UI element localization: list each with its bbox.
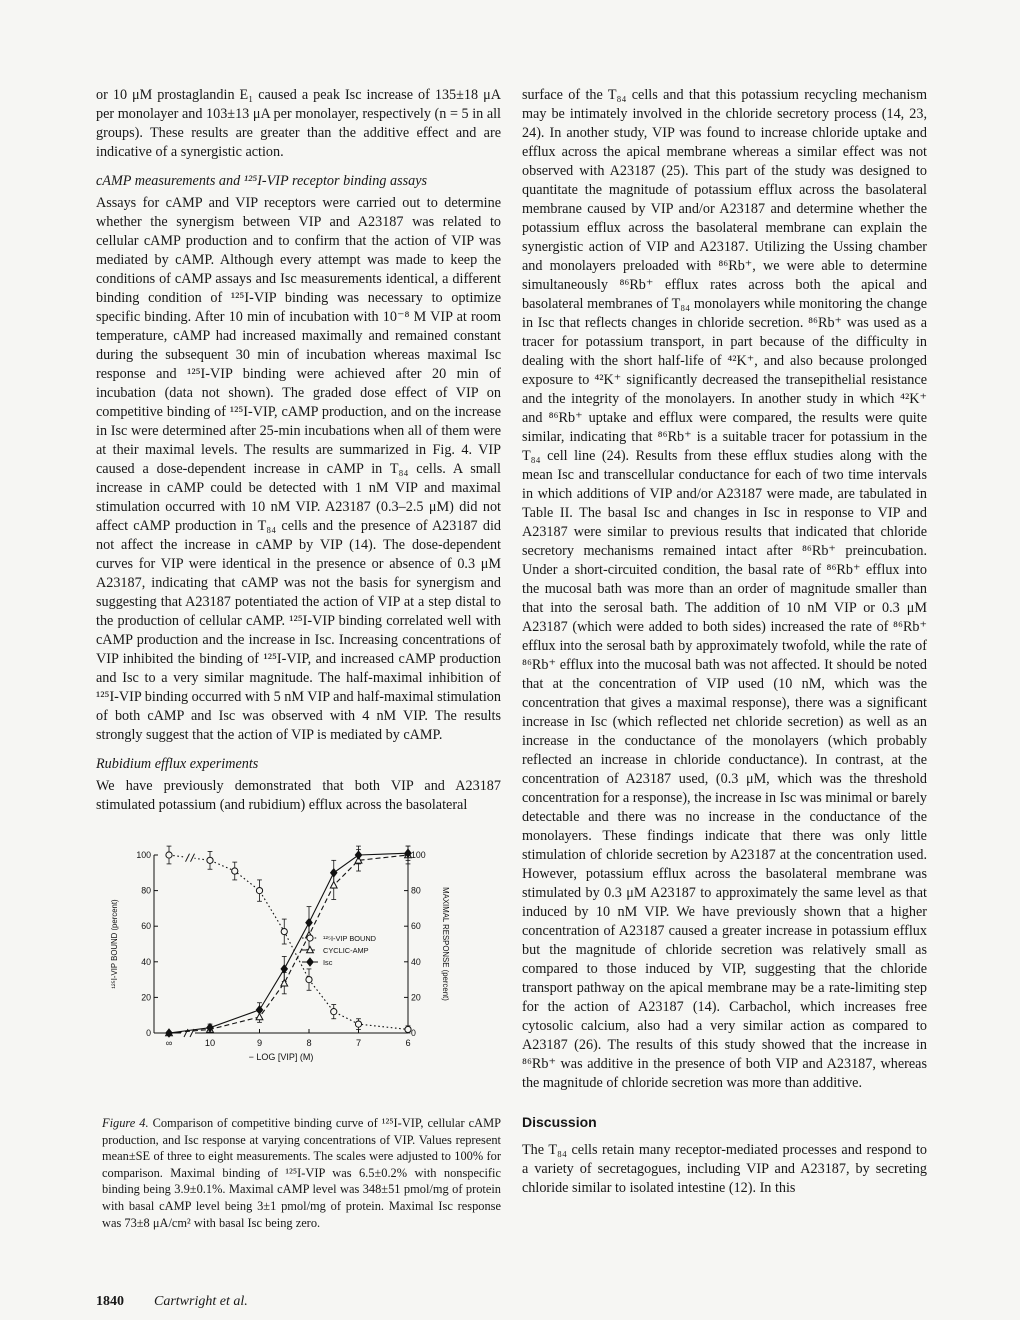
running-authors: Cartwright et al. <box>154 1294 248 1309</box>
section-heading-discussion: Discussion <box>522 1114 597 1130</box>
right-column <box>522 86 927 1231</box>
figure-4 <box>104 841 501 1231</box>
svg-text:¹²⁵I-VIP BOUND (percent): ¹²⁵I-VIP BOUND (percent) <box>110 899 119 989</box>
svg-text:20: 20 <box>141 992 151 1003</box>
svg-text:MAXIMAL RESPONSE (percent): MAXIMAL RESPONSE (percent) <box>441 887 450 1001</box>
svg-text:9: 9 <box>256 1038 263 1048</box>
svg-text:20: 20 <box>411 992 421 1003</box>
paragraph-camp-assays: Assays for cAMP and VIP receptors were carried out to determine whether the synergism between VIP and A23187 was related to cellular cAMP production and to confirm that the action of VIP was mediated by cAMP. Although every attempt was made to keep the conditions of cAMP assays and Isc measurements identical, a different binding condition of ¹²⁵I-VIP binding was necessary to optimize specific binding. After 10 min of incubation with 10⁻⁸ M VIP at room temperature, cAMP had increased maximally and remained constant during the subsequent 30 min of incubation whereas maximal Isc response and ¹²⁵I-VIP binding were achieved after 20 min of incubation (data not shown). The graded dose effect of VIP on competitive binding of ¹²⁵I-VIP, cAMP production, and on the increase in Isc were determined after 25-min incubations when all of them were at their maximal levels. The results are summarized in Fig. 4. VIP caused a dose-dependent increase in cAMP in T₈₄ cells. A small increase in cAMP could be detected with 1 nM VIP and maximal stimulation occurred with 10 nM VIP. A23187 (0.3–2.5 μM) did not affect cAMP production in T₈₄ cells and the presence of A23187 did not affect the increase in cAMP by VIP (14). The dose-dependent curves for VIP were identical in the presence or absence of 0.3 μM A23187, indicating that cAMP was not the basis for synergism and suggesting that A23187 potentiated the action of VIP at a step distal to the production of cellular cAMP. ¹²⁵I-VIP binding correlated well with cAMP production and the increase in Isc. Increasing concentrations of VIP inhibited the binding of ¹²⁵I-VIP, and increased cAMP production and Isc to a very similar magnitude. The half-maximal inhibition of ¹²⁵I-VIP binding occurred with 5 nM VIP and half-maximal stimulation of both cAMP and Isc was observed with 4 nM VIP. The results strongly suggest that the action of VIP is mediated by cAMP. <box>96 195 501 743</box>
paragraph-synergy: or 10 μM prostaglandin E₁ caused a peak Isc increase of 135±18 μA per monolayer and 103±13 μA per monolayer, respectively (n = 5 in all groups). These results are greater than the additive effect and are indicative of a synergistic action. <box>96 87 501 160</box>
paragraph-rubidium: We have previously demonstrated that both VIP and A23187 stimulated potassium (and rubidium) efflux across the basolateral <box>96 778 501 813</box>
svg-text:60: 60 <box>411 921 421 932</box>
svg-text:8: 8 <box>306 1038 312 1048</box>
section-heading-camp-measurements: cAMP measurements and ¹²⁵I-VIP receptor binding assays <box>96 173 428 189</box>
svg-text:Isc: Isc <box>323 958 333 967</box>
svg-text:100: 100 <box>136 850 151 860</box>
svg-text:80: 80 <box>141 885 151 896</box>
figure-4-chart <box>106 841 501 1099</box>
svg-text:80: 80 <box>411 885 421 896</box>
page-footer <box>96 1292 248 1311</box>
paragraph-discussion-intro: The T₈₄ cells retain many receptor-mediated processes and respond to a variety of secretagogues, including VIP and A23187, by secreting chloride similar to isolated intestine (12). In this <box>522 1142 927 1196</box>
svg-text:0: 0 <box>146 1028 151 1038</box>
svg-text:¹²⁵I-VIP BOUND: ¹²⁵I-VIP BOUND <box>323 934 377 943</box>
figure-4-caption-label: Figure 4. <box>102 1116 149 1130</box>
page-number: 1840 <box>96 1294 124 1309</box>
svg-text:7: 7 <box>355 1038 362 1048</box>
svg-text:− LOG [VIP] (M): − LOG [VIP] (M) <box>248 1052 314 1062</box>
svg-text:10: 10 <box>204 1038 216 1048</box>
paragraph-rubidium-efflux-results: surface of the T₈₄ cells and that this potassium recycling mechanism may be intimately involved in the chloride secretory process (14, 23, 24). In another study, VIP was found to increase chloride uptake and efflux across the apical membrane whereas a similar effect was not observed with A23187 (25). This part of the study was designed to quantitate the magnitude of potassium efflux across the basolateral membrane caused by VIP and/or A23187 and determine whether the potassium efflux across the basolateral membrane can explain the synergistic action of VIP and A23187. Utilizing the Ussing chamber and monolayers preloaded with ⁸⁶Rb⁺, we were able to determine simultaneously ⁸⁶Rb⁺ efflux rates across both the apical and basolateral membranes of T₈₄ monolayers while monitoring the change in Isc that reflects changes in chloride secretion. ⁸⁶Rb⁺ was used as a tracer for potassium transport, in part because of the difficulty in dealing with the short half-life of ⁴²K⁺, and also because prolonged exposure to ⁴²K⁺ significantly decreased the transepithelial resistance and the integrity of the monolayers. In another study in which ⁴²K⁺ and ⁸⁶Rb⁺ uptake and efflux were compared, the results were quite similar, indicating that ⁸⁶Rb⁺ is a suitable tracer for potassium in the T₈₄ cell line (24). Results from these efflux studies along with the mean Isc and transcellular conductance for each of two time intervals in which additions of VIP and/or A23187 were made, are tabulated in Table II. The basal Isc and changes in Isc in response to VIP and A23187 were similar to previous results that indicated that chloride secretory mechanisms remained intact after ⁸⁶Rb⁺ preincubation. Under a short-circuited condition, the basal rate of ⁸⁶Rb⁺ efflux into the mucosal bath was more than an order of magnitude smaller than that into the serosal bath. The addition of 10 nM VIP or 0.3 μM A23187 (which were added to both sides) increased the rate of ⁸⁶Rb⁺ efflux into the serosal bath by approximately twofold, while the rate of ⁸⁶Rb⁺ efflux into the mucosal bath was not affected. It should be noted that at the concentration of VIP used (10 nM, which was the concentration that gives a maximal response), there was a significant increase in Isc (which reflected net chloride secretion) as well as an increase in the conductance of the monolayers (which probably reflected an increase in chloride conductance). In contrast, at the concentration of A23187 used, (0.3 μM, which was the threshold concentration for a response), the increase in Isc was minimal or barely detectable and there was no increase in the conductance of the monolayers. These findings indicate that there was only little stimulation of chloride secretion by A23187 at the concentration used. However, potassium efflux across the basolateral membrane was stimulated by 0.3 μM A23187 to approximately the same level as that induced by 10 nM VIP. We have previously shown that a higher concentration of A23187 caused a greater increase in potassium efflux but the magnitude of chloride secretion was relatively small as compared to those induced by VIP, suggesting that the chloride transport pathway on the apical membrane may be a rate-limiting step for the action of A23187 (14). Carbachol, which increases free cytosolic calcium, also had a very similar action as compared to A23187 (26). The results of this study showed that the increase in ⁸⁶Rb⁺ was additive in the presence of both VIP and A23187, whereas the magnitude of chloride secretion was more than additive. <box>522 87 927 1091</box>
figure-4-caption-text: Comparison of competitive binding curve of ¹²⁵I-VIP, cellular cAMP production, and Isc response at varying concentrations of VIP. Values represent mean±SE of three to eight measurements. The scales were adjusted to 100% for comparison. Maximal binding of ¹²⁵I-VIP was 6.5±0.2% with nonspecific binding being 3.9±0.1%. Maximal cAMP level was 348±51 pmol/mg of protein with basal cAMP level being 3±1 pmol/mg of protein. Maximal Isc response was 73±8 μA/cm² with basal Isc being zero. <box>102 1116 501 1230</box>
svg-text:6: 6 <box>405 1038 411 1048</box>
svg-text:CYCLIC-AMP: CYCLIC-AMP <box>323 946 369 955</box>
svg-text:0: 0 <box>411 1028 416 1038</box>
svg-text:100: 100 <box>411 850 426 860</box>
figure-4-plot <box>106 841 450 1093</box>
figure-4-caption <box>102 1115 501 1231</box>
section-heading-rubidium-efflux: Rubidium efflux experiments <box>96 756 259 772</box>
svg-text:∞: ∞ <box>165 1038 173 1048</box>
left-column <box>96 86 501 1231</box>
svg-text:40: 40 <box>411 956 421 967</box>
svg-text:40: 40 <box>141 956 151 967</box>
svg-text:60: 60 <box>141 921 151 932</box>
